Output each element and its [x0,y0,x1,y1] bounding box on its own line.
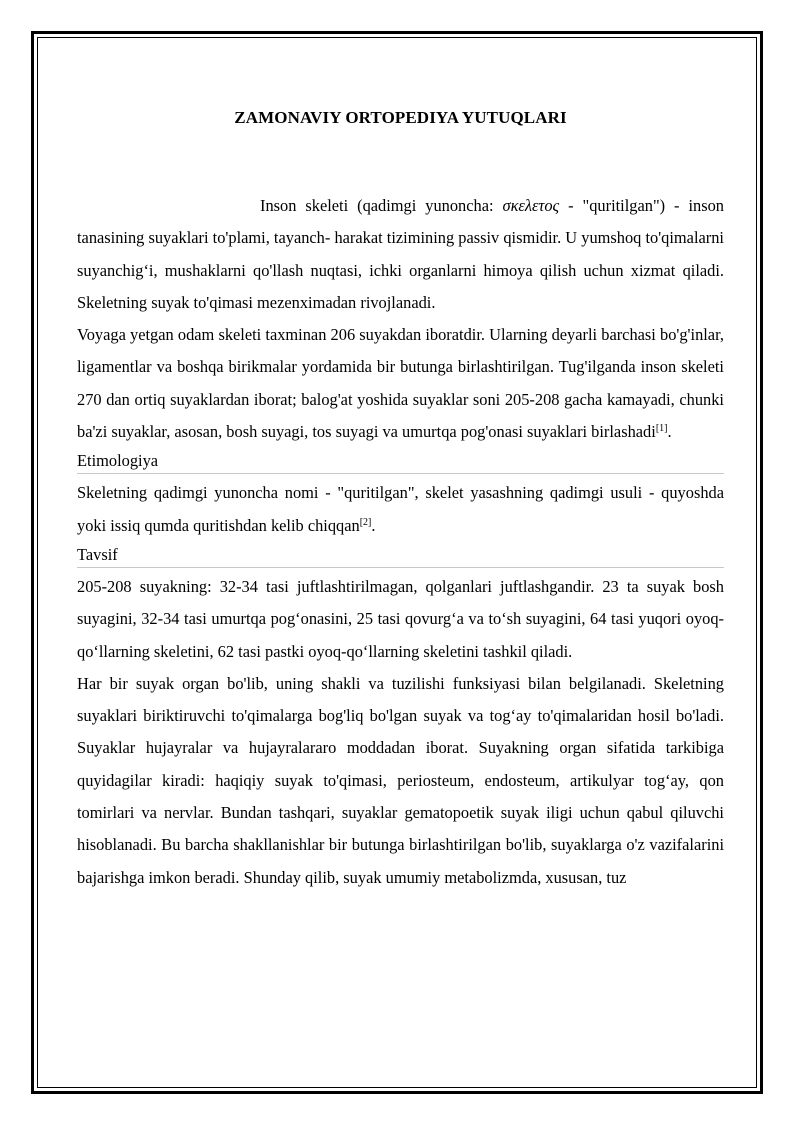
skeleton-count-end: . [667,422,672,442]
greek-term: σκελετος [502,196,560,215]
skeleton-count-text: Voyaga yetgan odam skeleti taxminan 206 suyakdan iboratdir. Ularning deyarli barchasi bo'g'inlar, ligamentlar va boshqa birikmalar yordamida bir butunga birlashtirilgan. Tug'ilganda inson skeleti 270 dan ortiq suyaklardan iborat; balog'at yoshida suyaklar soni 205-208 gacha kamayadi, chunki ba'zi suyaklar, asosan, bosh suyagi, tos suyagi va umurtqa pog'onasi suyaklari birlashadi [77,325,724,442]
paragraph-etymology [77,477,724,542]
etymology-text: Skeletning qadimgi yunoncha nomi - "quritilgan", skelet yasashning qadimgi usuli - quyoshda yoki issiq qumda quritishdan kelib chiqqan [77,483,724,535]
document-body [77,100,724,894]
intro-text-post: - "quritilgan") - inson tanasining suyaklari to'plami, tayanch- harakat tizimining passiv qismidir. U yumshoq to'qimalarni suyanchig‘i, mushaklarni qo'llash nuqtasi, ichki organlarni himoya qilish uchun xizmat qiladi. Skeletning suyak to'qimasi mezenximadan rivojlanadi. [77,196,724,312]
section-heading-etimologiya: Etimologiya [77,450,724,474]
footnote-ref-2[interactable]: [2] [359,516,372,528]
document-title: ZAMONAVIY ORTOPEDIYA YUTUQLARI [234,108,567,127]
paragraph-bone-organ: Har bir suyak organ bo'lib, uning shakli va tuzilishi funksiyasi bilan belgilanadi. Skeletning suyaklari biriktiruvchi to'qimalarga bog'liq bo'lgan suyak va tog‘ay to'qimalaridan hosil bo'ladi. Suyaklar hujayralar va hujayralararo moddadan iborat. Suyakning organ sifatida tarkibiga quyidagilar kiradi: haqiqiy suyak to'qimasi, periosteum, endosteum, artikulyar tog‘ay, qon tomirlari va nervlar. Bundan tashqari, suyaklar gematopoetik suyak iligi uchun qabul qiluvchi hisoblanadi. Bu barcha shakllanishlar bir butunga birlashtirilgan bo'lib, suyaklarga o'z vazifalarini bajarishga imkon beradi. Shunday qilib, suyak umumiy metabolizmda, xususan, tuz [77,673,724,887]
paragraph-intro [77,190,724,319]
paragraph-bone-counts: 205-208 suyakning: 32-34 tasi juftlashtirilmagan, qolganlari juftlashgandir. 23 ta suyak bosh suyagini, 32-34 tasi umurtqa pog‘onasini, 25 tasi qovurg‘a va to‘sh suyagini, 64 tasi yuqori oyoq-qo‘llarning skeletini, 62 tasi pastki oyoq-qo‘llarning skeletini tashkil qiladi. [77,576,724,661]
paragraph-skeleton-count [77,319,724,448]
footnote-ref-1[interactable]: [1] [655,423,668,435]
section-heading-tavsif: Tavsif [77,544,724,568]
intro-text-pre: Inson skeleti (qadimgi yunoncha: [260,196,503,215]
etymology-end: . [371,515,376,535]
